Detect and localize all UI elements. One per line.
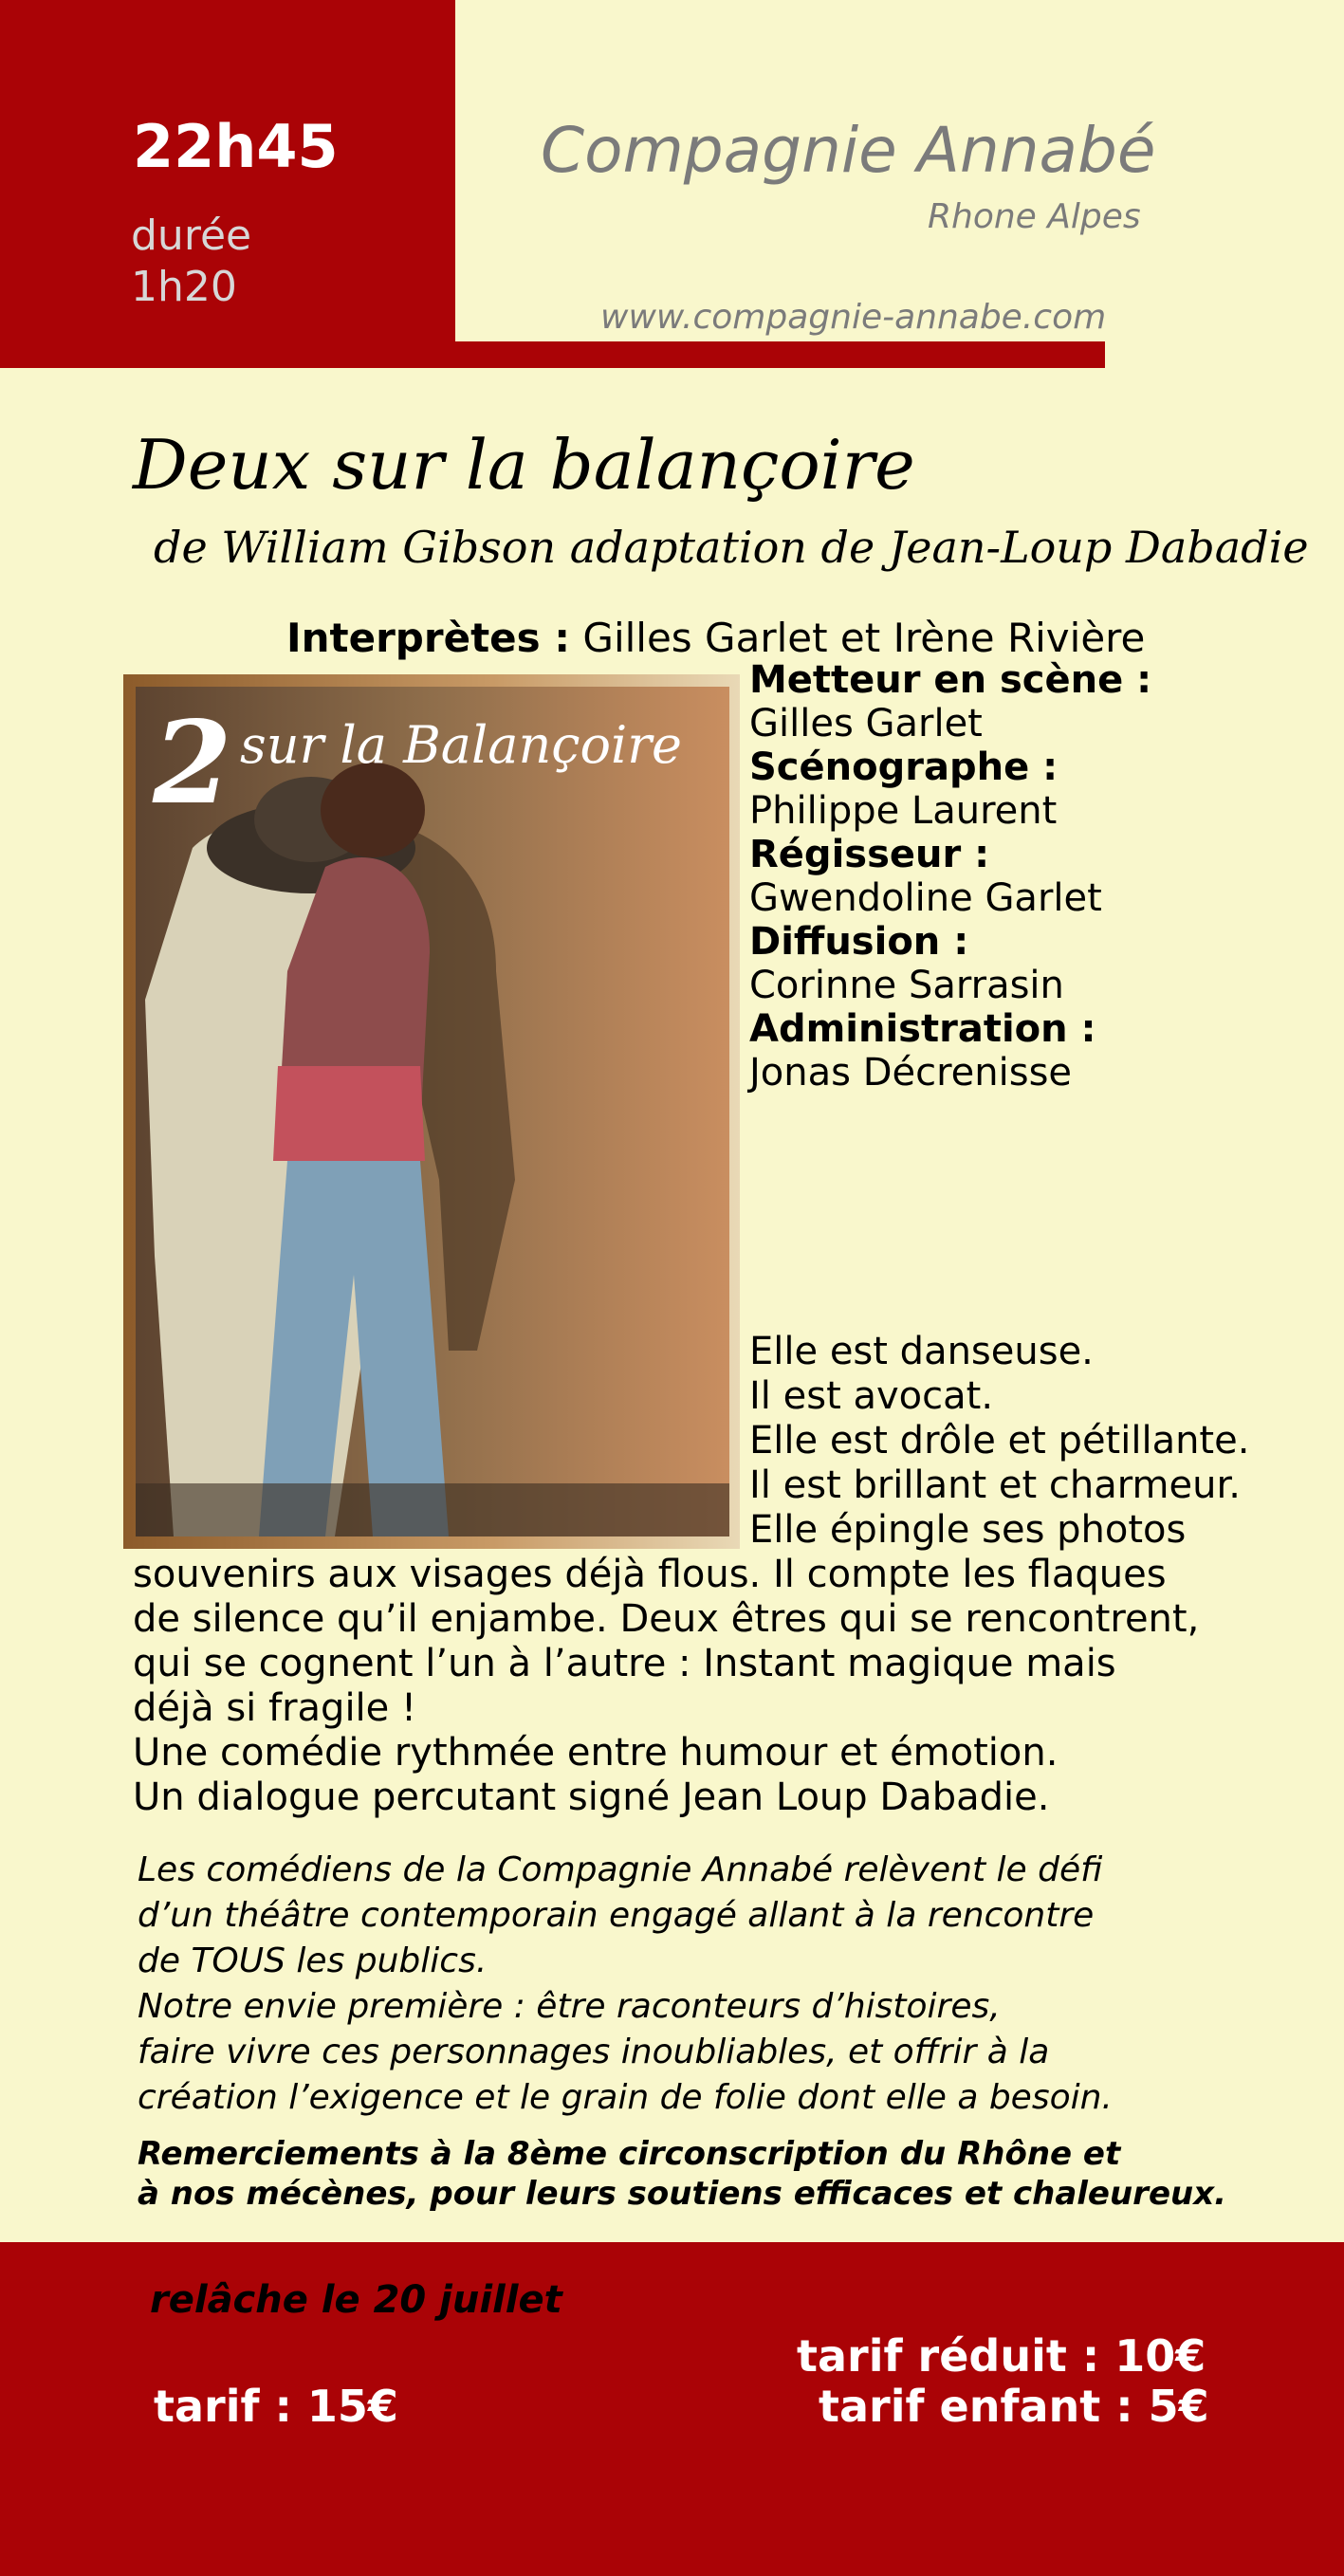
statement-line: création l’exigence et le grain de folie dont elle a besoin. (138, 2078, 1113, 2117)
statement-line: Les comédiens de la Compagnie Annabé relèvent le défi (138, 1850, 1103, 1889)
company-statement (138, 1848, 1276, 2121)
thanks-line: à nos mécènes, pour leurs soutiens efficaces et chaleureux. (138, 2175, 1227, 2213)
price-reduced: tarif réduit : 10€ (797, 2330, 1206, 2382)
credit-role: Scénographe : (749, 745, 1059, 789)
show-title: Deux sur la balançoire (133, 425, 915, 505)
credit-name: Philippe Laurent (749, 789, 1058, 833)
relache-notice: relâche le 20 juillet (150, 2278, 562, 2322)
show-time: 22h45 (133, 112, 339, 181)
company-region: Rhone Alpes (928, 197, 1141, 236)
synopsis-line: Elle épingle ses photos (749, 1508, 1187, 1552)
synopsis-line: Elle est drôle et pétillante. (749, 1419, 1250, 1463)
synopsis-line: Il est avocat. (749, 1374, 994, 1418)
price-child: tarif enfant : 5€ (819, 2381, 1209, 2432)
header-red-underline (455, 341, 1105, 368)
credit-role: Diffusion : (749, 920, 969, 964)
credit-name: Corinne Sarrasin (749, 964, 1064, 1007)
credit-name: Gilles Garlet (749, 702, 983, 745)
company-website: www.compagnie-annabe.com (600, 298, 1107, 337)
poster-image (136, 687, 729, 1536)
duration (131, 211, 251, 313)
statement-line: faire vivre ces personnages inoubliables, et offrir à la (138, 2033, 1050, 2071)
credit-role: Administration : (749, 1007, 1096, 1051)
interpretes-value: Gilles Garlet et Irène Rivière (582, 615, 1146, 661)
synopsis-line: Une comédie rythmée entre humour et émotion. (133, 1731, 1059, 1775)
synopsis-line: souvenirs aux visages déjà flous. Il compte les flaques (133, 1553, 1167, 1596)
synopsis-line: de silence qu’il enjambe. Deux êtres qui se rencontrent, (133, 1597, 1200, 1641)
show-subtitle: de William Gibson adaptation de Jean-Loup Dabadie (154, 522, 1309, 573)
duration-value: 1h20 (131, 263, 237, 311)
synopsis-line: qui se cognent l’un à l’autre : Instant magique mais (133, 1642, 1116, 1685)
poster-title: sur la Balançoire (240, 715, 683, 775)
synopsis-line: Il est brillant et charmeur. (749, 1463, 1241, 1507)
credits-list (749, 658, 1151, 1095)
thanks (138, 2134, 1323, 2214)
price-full: tarif : 15€ (154, 2381, 398, 2432)
synopsis-line: Un dialogue percutant signé Jean Loup Dabadie. (133, 1776, 1050, 1819)
credit-name: Gwendoline Garlet (749, 876, 1102, 920)
credit-role: Metteur en scène : (749, 658, 1152, 702)
synopsis-line: Elle est danseuse. (749, 1330, 1094, 1373)
synopsis-long (133, 1553, 1271, 1820)
interpretes-label: Interprètes : (286, 615, 571, 661)
statement-line: d’un théâtre contemporain engagé allant à la rencontre (138, 1896, 1095, 1935)
company-name: Compagnie Annabé (541, 114, 1156, 187)
statement-line: Notre envie première : être raconteurs d’histoires, (138, 1987, 1001, 2026)
credit-name: Jonas Décrenisse (749, 1051, 1073, 1095)
poster-number: 2 (153, 696, 232, 830)
interpretes (286, 615, 1145, 661)
credit-role: Régisseur : (749, 833, 990, 876)
synopsis-short (749, 1330, 1249, 1553)
statement-line: de TOUS les publics. (138, 1941, 488, 1980)
thanks-line: Remerciements à la 8ème circonscription du Rhône et (138, 2135, 1121, 2173)
synopsis-line: déjà si fragile ! (133, 1686, 417, 1730)
duration-label: durée (131, 212, 252, 260)
